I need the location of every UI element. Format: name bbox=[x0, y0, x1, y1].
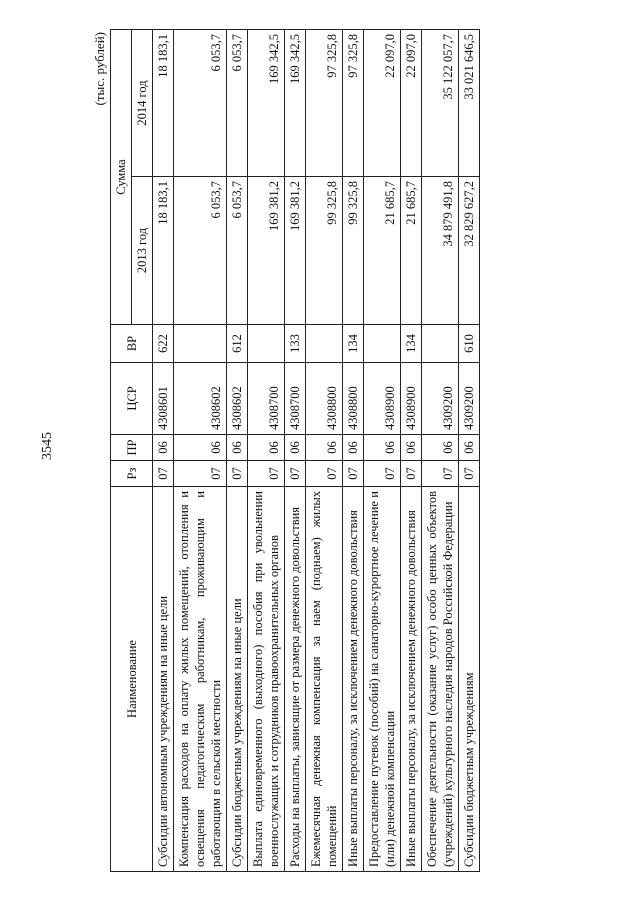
cell-rz: 07 bbox=[227, 461, 248, 487]
cell-name: Субсидии бюджетным учреждениям на иные цели bbox=[227, 487, 248, 872]
header-2014: 2014 год bbox=[132, 30, 153, 177]
table-row bbox=[153, 30, 174, 872]
cell-name: Обеспечение деятельности (оказание услуг) особо ценных объектов (учреждений) культурного наследия народов Российской Федерации bbox=[422, 487, 459, 872]
cell-2014: 35 122 057,7 bbox=[422, 30, 459, 177]
cell-vr bbox=[174, 325, 227, 363]
cell-pr: 06 bbox=[306, 435, 343, 461]
header-csr: ЦСР bbox=[111, 363, 153, 435]
cell-pr: 06 bbox=[285, 435, 306, 461]
cell-pr: 06 bbox=[459, 435, 480, 461]
cell-rz: 07 bbox=[343, 461, 364, 487]
header-2013: 2013 год bbox=[132, 177, 153, 325]
cell-pr: 06 bbox=[248, 435, 285, 461]
cell-name: Выплата единовременного (выходного) пособия при увольнении военнослужащих и сотрудников правоохранительных органов bbox=[248, 487, 285, 872]
table-row bbox=[343, 30, 364, 872]
cell-csr: 4308900 bbox=[401, 363, 422, 435]
cell-pr: 06 bbox=[364, 435, 401, 461]
cell-vr: 612 bbox=[227, 325, 248, 363]
cell-2014: 97 325,8 bbox=[306, 30, 343, 177]
cell-csr: 4308900 bbox=[364, 363, 401, 435]
cell-rz: 07 bbox=[306, 461, 343, 487]
table-row bbox=[401, 30, 422, 872]
table-row bbox=[227, 30, 248, 872]
table-row bbox=[364, 30, 401, 872]
cell-name: Иные выплаты персоналу, за исключением денежного довольствия bbox=[343, 487, 364, 872]
cell-rz: 07 bbox=[364, 461, 401, 487]
cell-csr: 4308700 bbox=[248, 363, 285, 435]
cell-2013: 6 053,7 bbox=[227, 177, 248, 325]
cell-name: Ежемесячная денежная компенсация за наем (поднаем) жилых помещений bbox=[306, 487, 343, 872]
cell-2013: 21 685,7 bbox=[364, 177, 401, 325]
cell-vr: 622 bbox=[153, 325, 174, 363]
cell-2014: 169 342,5 bbox=[285, 30, 306, 177]
cell-rz: 07 bbox=[174, 461, 227, 487]
table-row bbox=[306, 30, 343, 872]
cell-name: Предоставление путевок (пособий) на санаторно-курортное лечение и (или) денежной компенсации bbox=[364, 487, 401, 872]
header-rz: Рз bbox=[111, 461, 153, 487]
page-number: 3545 bbox=[40, 432, 55, 460]
cell-2013: 99 325,8 bbox=[343, 177, 364, 325]
cell-2013: 99 325,8 bbox=[306, 177, 343, 325]
cell-name: Субсидии автономным учреждениям на иные цели bbox=[153, 487, 174, 872]
cell-csr: 4309200 bbox=[422, 363, 459, 435]
header-pr: ПР bbox=[111, 435, 153, 461]
table-row bbox=[422, 30, 459, 872]
page-number-wrap bbox=[28, 430, 68, 470]
cell-2014: 22 097,0 bbox=[401, 30, 422, 177]
cell-vr: 610 bbox=[459, 325, 480, 363]
cell-csr: 4308800 bbox=[306, 363, 343, 435]
cell-pr: 06 bbox=[422, 435, 459, 461]
header-vr: ВР bbox=[111, 325, 153, 363]
cell-pr: 06 bbox=[227, 435, 248, 461]
cell-csr: 4308601 bbox=[153, 363, 174, 435]
cell-2014: 18 183,1 bbox=[153, 30, 174, 177]
cell-2013: 21 685,7 bbox=[401, 177, 422, 325]
cell-csr: 4308800 bbox=[343, 363, 364, 435]
cell-pr: 06 bbox=[343, 435, 364, 461]
cell-pr: 06 bbox=[153, 435, 174, 461]
cell-rz: 07 bbox=[285, 461, 306, 487]
cell-name: Компенсация расходов на оплату жилых помещений, отопления и освещения педагогическим работникам, проживающим и работающим в сельской местности bbox=[174, 487, 227, 872]
cell-csr: 4308602 bbox=[174, 363, 227, 435]
cell-2014: 6 053,7 bbox=[227, 30, 248, 177]
cell-pr: 06 bbox=[174, 435, 227, 461]
cell-rz: 07 bbox=[422, 461, 459, 487]
cell-csr: 4309200 bbox=[459, 363, 480, 435]
header-sum: Сумма bbox=[111, 30, 132, 325]
cell-vr bbox=[364, 325, 401, 363]
cell-2013: 169 381,2 bbox=[248, 177, 285, 325]
cell-vr: 134 bbox=[343, 325, 364, 363]
table-row bbox=[248, 30, 285, 872]
budget-table bbox=[110, 29, 480, 872]
cell-vr: 134 bbox=[401, 325, 422, 363]
cell-vr: 133 bbox=[285, 325, 306, 363]
cell-vr bbox=[422, 325, 459, 363]
cell-2013: 34 879 491,8 bbox=[422, 177, 459, 325]
unit-note: (тыс. рублей) bbox=[92, 32, 107, 106]
header-name: Наименование bbox=[111, 487, 153, 872]
cell-rz: 07 bbox=[459, 461, 480, 487]
cell-vr bbox=[306, 325, 343, 363]
cell-2013: 18 183,1 bbox=[153, 177, 174, 325]
cell-2014: 33 021 646,5 bbox=[459, 30, 480, 177]
table-row bbox=[285, 30, 306, 872]
cell-2014: 169 342,5 bbox=[248, 30, 285, 177]
cell-2014: 6 053,7 bbox=[174, 30, 227, 177]
cell-name: Субсидии бюджетным учреждениям bbox=[459, 487, 480, 872]
cell-name: Иные выплаты персоналу, за исключением денежного довольствия bbox=[401, 487, 422, 872]
cell-name: Расходы на выплаты, зависящие от размера денежного довольствия bbox=[285, 487, 306, 872]
cell-rz: 07 bbox=[401, 461, 422, 487]
table-row bbox=[174, 30, 227, 872]
table-row bbox=[459, 30, 480, 872]
table-body bbox=[153, 30, 480, 872]
cell-csr: 4308700 bbox=[285, 363, 306, 435]
cell-2014: 22 097,0 bbox=[364, 30, 401, 177]
rotated-sheet bbox=[92, 30, 568, 872]
cell-rz: 07 bbox=[248, 461, 285, 487]
cell-2013: 169 381,2 bbox=[285, 177, 306, 325]
cell-2013: 32 829 627,2 bbox=[459, 177, 480, 325]
cell-2013: 6 053,7 bbox=[174, 177, 227, 325]
cell-rz: 07 bbox=[153, 461, 174, 487]
cell-csr: 4308602 bbox=[227, 363, 248, 435]
cell-2014: 97 325,8 bbox=[343, 30, 364, 177]
cell-vr bbox=[248, 325, 285, 363]
cell-pr: 06 bbox=[401, 435, 422, 461]
